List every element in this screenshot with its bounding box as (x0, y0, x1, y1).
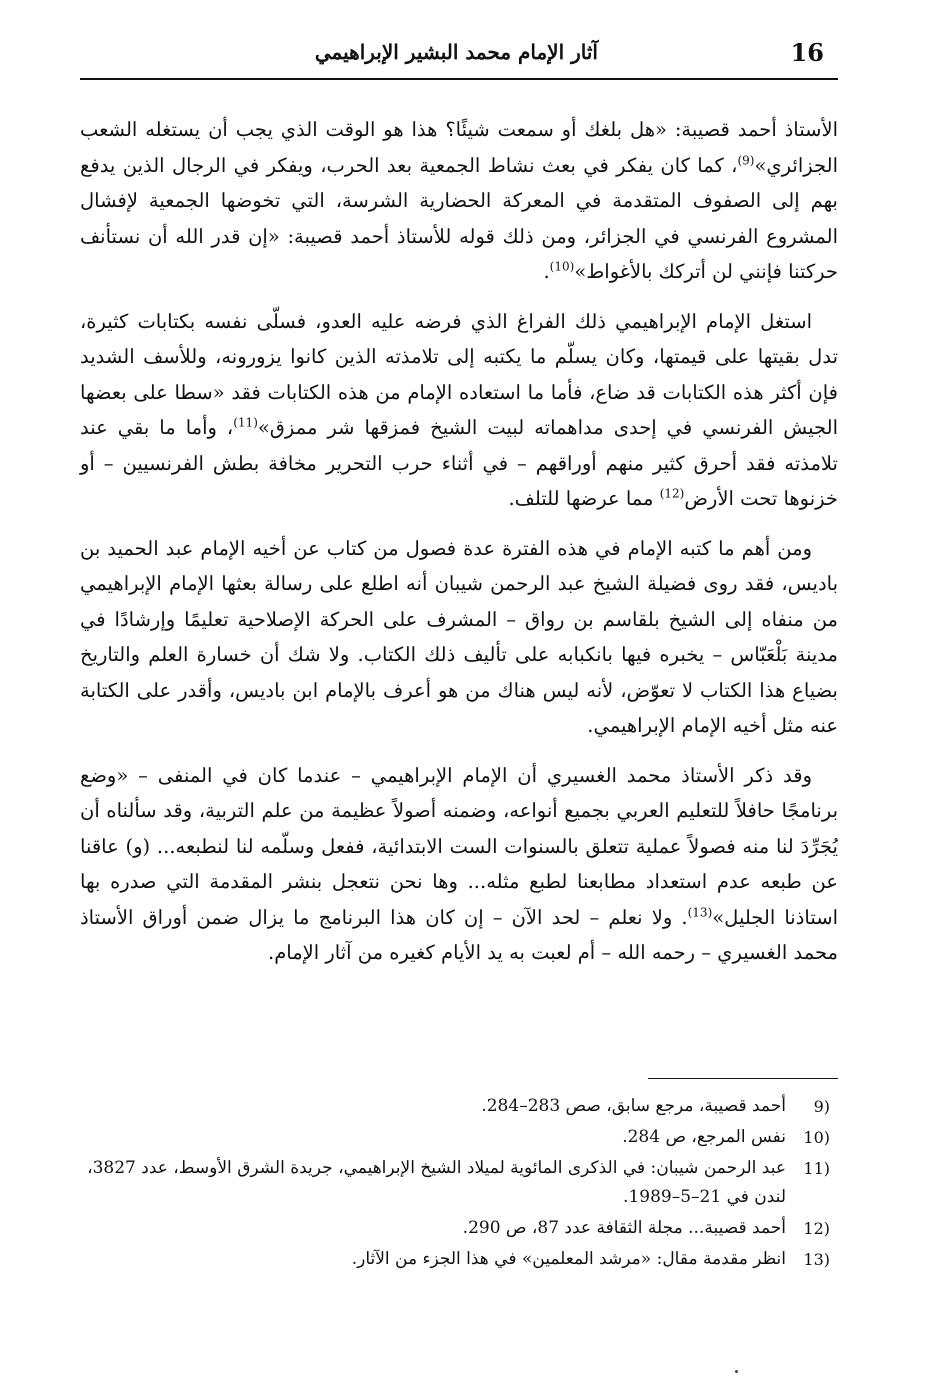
footnote-10 (80, 1123, 838, 1152)
header-rule (80, 78, 838, 80)
footnote-text: عبد الرحمن شيبان: في الذكرى المائوية لميلاد الشيخ الإبراهيمي، جريدة الشرق الأوسط، عدد 3827، لندن في 21–5–1989. (87, 1158, 786, 1207)
body-text (80, 112, 838, 985)
paragraph-3 (80, 531, 838, 744)
footnote-text: نفس المرجع، ص 284. (622, 1127, 786, 1147)
footnote-text: أحمد قصيبة... مجلة الثقافة عدد 87، ص 290. (462, 1218, 786, 1238)
footnote-ref-9: (9) (737, 153, 755, 167)
scan-speck (735, 1370, 738, 1373)
paragraph-text: . ولا نعلم – لحد الآن – إن كان هذا البرنامج ما يزال ضمن أوراق الأستاذ محمد الغسيري – رحمه الله – أم لعبت به يد الأيام كغيره من آثار الإمام. (80, 905, 838, 964)
footnote-number: 10) (803, 1128, 830, 1147)
paragraph-text: الأستاذ أحمد قصيبة: «هل بلغك أو سمعت شيئًا؟ هذا هو الوقت الذي يجب أن يستغله الشعب الجزائري» (80, 118, 838, 177)
footnote-ref-13: (13) (687, 905, 713, 919)
footnote-11 (80, 1154, 838, 1212)
paragraph-text: وقد ذكر الأستاذ محمد الغسيري أن الإمام الإبراهيمي – عندما كان في المنفى – «وضع برنامجًا حافلاً للتعليم العربي بجميع أنواعه، وضمنه أصولاً عظيمة من علم التربية، وقد سألناه أن يُجَرِّدَ لنا منه فصولاً عملية تتعلق بالسنوات الست الابتدائية، ففعل وسلّمه لنا لنطبعه... (و) عاقنا عن طبعه عدم استعداد مطابعنا لطبع مثله... وها نحن نتعجل بنشر المقدمة التي صدره بها استاذنا الجليل» (80, 763, 838, 929)
footnote-12 (80, 1214, 838, 1243)
footnote-13 (80, 1245, 838, 1274)
paragraph-text: ومن أهم ما كتبه الإمام في هذه الفترة عدة فصول من كتاب عن أخيه الإمام عبد الحميد بن باديس، فقد روى فضيلة الشيخ عبد الرحمن شيبان أنه اطلع على رسالة بعثها الإمام الإبراهيمي من منفاه إلى الشيخ بلقاسم بن رواق – المشرف على الحركة الإصلاحية تعليمًا وإرشادًا في مدينة بَلْعَبّاس – يخبره فيها بانكبابه على تأليف ذلك الكتاب. ولا شك أن خسارة العلم والتاريخ بضياع هذا الكتاب لا تعوّض، لأنه ليس هناك من هو أعرف بالإمام ابن باديس، وأقدر على الكتابة عنه مثل أخيه الإمام الإبراهيمي. (80, 536, 838, 737)
footnote-number: 13) (803, 1250, 830, 1269)
paragraph-text: ، وأما ما بقي عند تلامذته فقد أحرق كثير منهم أوراقهم – في أثناء حرب التحرير مخافة بطش الفرنسيين – أو خزنوها تحت الأرض (80, 416, 838, 510)
paragraph-text: . (543, 260, 550, 283)
footnote-text: أحمد قصيبة، مرجع سابق، صص 283–284. (481, 1096, 786, 1116)
footnote-ref-12: (12) (659, 486, 685, 501)
paragraph-text: مما عرضها للتلف. (508, 487, 660, 510)
footnotes (80, 1092, 838, 1276)
footnote-number: 9) (813, 1097, 830, 1116)
paragraph-text: استغل الإمام الإبراهيمي ذلك الفراغ الذي فرضه عليه العدو، فسلّى نفسه بكتابات كثيرة، تدل بقيتها على قيمتها، وكان يسلّم ما يكتبه إلى تلامذته الذين كانوا يزورونه، وللأسف الشديد فإن أكثر هذه الكتابات قد ضاع، فأما ما استعاده الإمام من هذه الكتابات فقد «سطا على بعضها الجيش الفرنسي في إحدى مداهماته لبيت الشيخ فمزقها شر ممزق» (80, 309, 838, 439)
footnote-number: 11) (803, 1159, 830, 1178)
page-number: 16 (790, 38, 824, 67)
footnote-text: انظر مقدمة مقال: «مرشد المعلمين» في هذا الجزء من الآثار. (351, 1249, 786, 1269)
page-header (80, 34, 838, 78)
paragraph-2 (80, 304, 838, 517)
running-title: آثار الإمام محمد البشير الإبراهيمي (314, 40, 598, 64)
footnote-separator (648, 1078, 838, 1079)
paragraph-text: ، كما كان يفكر في بعث نشاط الجمعية بعد الحرب، ويفكر في الرجال الذين يدفع بهم إلى الصفوف المتقدمة في المعركة الحضارية الشرسة، التي تخوضها الجمعية لإفشال المشروع الفرنسي في الجزائر، ومن ذلك قوله للأستاذ أحمد قصيبة: «إن قدر الله أن نستأنف حركتنا فإنني لن أتركك بالأغواط» (80, 153, 838, 283)
footnote-9 (80, 1092, 838, 1121)
footnote-number: 12) (803, 1219, 830, 1238)
footnote-ref-10: (10) (549, 259, 575, 274)
paragraph-4 (80, 758, 838, 971)
footnote-ref-11: (11) (233, 415, 258, 430)
paragraph-1 (80, 112, 838, 290)
